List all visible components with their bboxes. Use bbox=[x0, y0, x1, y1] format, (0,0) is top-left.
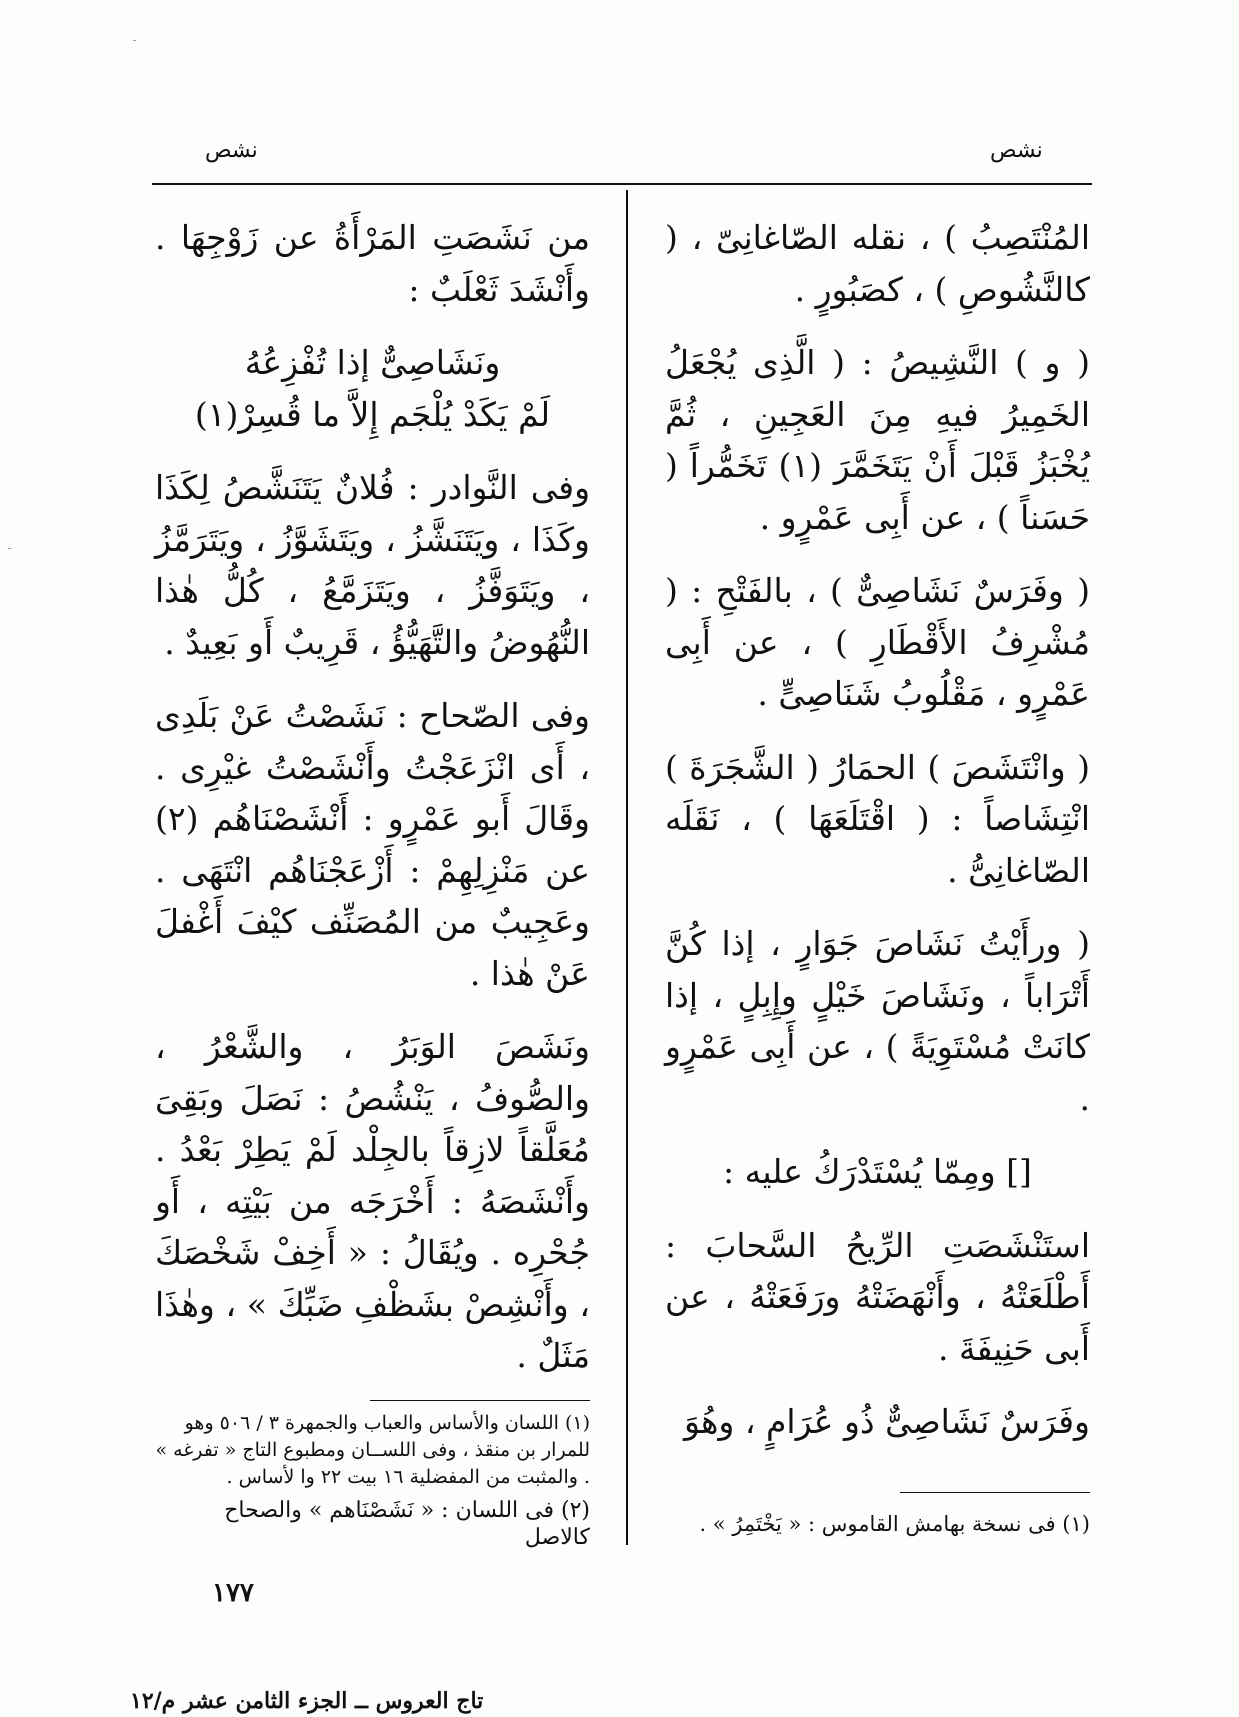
footnote: (٢) فى اللسان : « نَشَصْنَاهم » والصحاح كالاصل bbox=[224, 1498, 590, 1550]
paragraph: ( ورأَيْتُ نَشَاصَ جَوَارٍ ، إذا كُنَّ أَتْرَاباً ، ونَشَاصَ خَيْلٍ وإِبِلٍ ، إذا كانَتْ مُسْتَوِيَةً ) ، عن أَبِى عَمْرٍو . bbox=[665, 924, 1090, 1118]
book-footer: تاج العروس ــ الجزء الثامن عشر م/١٢ bbox=[130, 1688, 484, 1714]
left-column bbox=[155, 212, 590, 1382]
paragraph: المُنْتَصِبُ ) ، نقله الصّاغانِىّ ، ( كالنَّشُوصِ ) ، كصَبُورٍ . bbox=[665, 218, 1090, 309]
paragraph: من نَشَصَتِ المَرْأَةُ عن زَوْجِهَا . وأَنْشَدَ ثَعْلَبٌ : bbox=[155, 218, 590, 309]
running-header-left: نشص bbox=[205, 138, 258, 163]
paragraph: وفى النَّوادر : فُلانٌ يَتَنَشَّصُ لِكَذَا وكَذَا ، ويَتَنَشَّزُ ، ويَتَشَوَّزُ ، ويَتَرَمَّزُ ، ويَتَوَفَّزُ ، ويَتَزَمَّعُ ، كُلُّ هٰذا النُّهُوضُ والتَّهَيُّؤُ ، قَرِيبٌ أَو بَعِيدٌ . bbox=[155, 468, 590, 662]
footnote: (١) فى نسخة بهامش القاموس : « يَخْتَمِرُ » . bbox=[699, 1512, 1090, 1536]
verse-line: ونَشَاصِىٌّ إذا تُفْزِعُهُ bbox=[244, 343, 501, 382]
paragraph: وفَرَسٌ نَشَاصِىٌّ ذُو عُرَامٍ ، وهُوَ bbox=[683, 1402, 1090, 1441]
right-column bbox=[665, 212, 1090, 1448]
verse-line: لَمْ يَكَدْ يُلْجَم إِلاَّ ما قُسِرْ(١) bbox=[194, 394, 551, 434]
paragraph: وفى الصّحاح : نَشَصْتُ عَنْ بَلَدِى ، أَى انْزَعَجْتُ وأَنْشَصْتُ غيْرِى . وقَالَ أَبو عَمْرٍو : أَنْشَصْنَاهُم (٢) عن مَنْزِلِهِمْ : أَزْعَجْنَاهُم انْتَهَى . وعَجِيبٌ من المُصَنِّف كيْفَ أَغْفلَ عَنْ هٰذا . bbox=[155, 696, 590, 993]
page-number: ١٧٧ bbox=[212, 1578, 254, 1608]
running-header-right: نشص bbox=[990, 138, 1043, 163]
paragraph: استَنْشَصَتِ الرِّيحُ السَّحابَ : أَطْلَعَتْهُ ، وأَنْهَضَتْهُ ورَفَعَتْهُ ، عن أَبى حَنِيفَةَ . bbox=[665, 1225, 1090, 1368]
paragraph: ( وانْتَشَصَ ) الحمَارُ ( الشَّجَرَةَ ) انْتِشَاصاً : ( اقْتَلَعَهَا ) ، نَقَلَه الصّاغانِىُّ . bbox=[665, 747, 1090, 890]
footnote-rule bbox=[370, 1400, 590, 1401]
header-rule bbox=[152, 183, 1092, 185]
footnote-rule bbox=[900, 1492, 1090, 1493]
column-divider bbox=[626, 190, 628, 1545]
paragraph: ( وفَرَسٌ نَشَاصِىٌّ ) ، بالفَتْحِ : ( مُشْرِفُ الأَقْطَارِ ) ، عن أَبِى عَمْرٍو ، مَقْلُوبُ شَنَاصِىٍّ . bbox=[665, 571, 1090, 713]
paragraph: ( و ) النَّشِيصُ : ( الَّذِى يُجْعَلُ الخَمِيرُ فيهِ مِنَ العَجِينِ ، ثُمَّ يُخْبَزُ قَبْلَ أَنْ يَتَخَمَّرَ (١) تَخَمُّراً ( حَسَناً ) ، عن أَبِى عَمْرٍو . bbox=[665, 343, 1090, 537]
left-footnotes bbox=[155, 1410, 590, 1551]
paragraph: ونَشَصَ الوَبَرُ ، والشَّعْرُ ، والصُّوفُ ، يَنْشُصُ : نَصَلَ وبَقِىَ مُعَلَّقاً لازِقاً بالجِلْد لَمْ يَطِرْ بَعْدُ . وأَنْشَصَهُ : أَخْرَجَه من بَيْتِه ، أَو جُحْرِه . ويُقَالُ : « أَخِفْ شَخْصَكَ ، وأَنْشِصْ بشَظْفِ ضَبِّكَ » ، وهٰذَا مَثَلٌ . bbox=[155, 1027, 590, 1375]
scan-mark bbox=[8, 548, 11, 549]
scan-mark bbox=[133, 40, 136, 41]
footnote: (١) اللسان والأساس والعباب والجمهرة ٣ / ٥٠٦ وهو للمرار بن منقذ ، وفى اللســان ومطبوع التاج « تفرغه » . والمثبت من المفضلية ١٦ بيت ٢٢ وا لأساس . bbox=[155, 1412, 590, 1488]
supplement-heading: [] ومِمّا يُسْتَدْرَكُ عليه : bbox=[723, 1152, 1032, 1191]
